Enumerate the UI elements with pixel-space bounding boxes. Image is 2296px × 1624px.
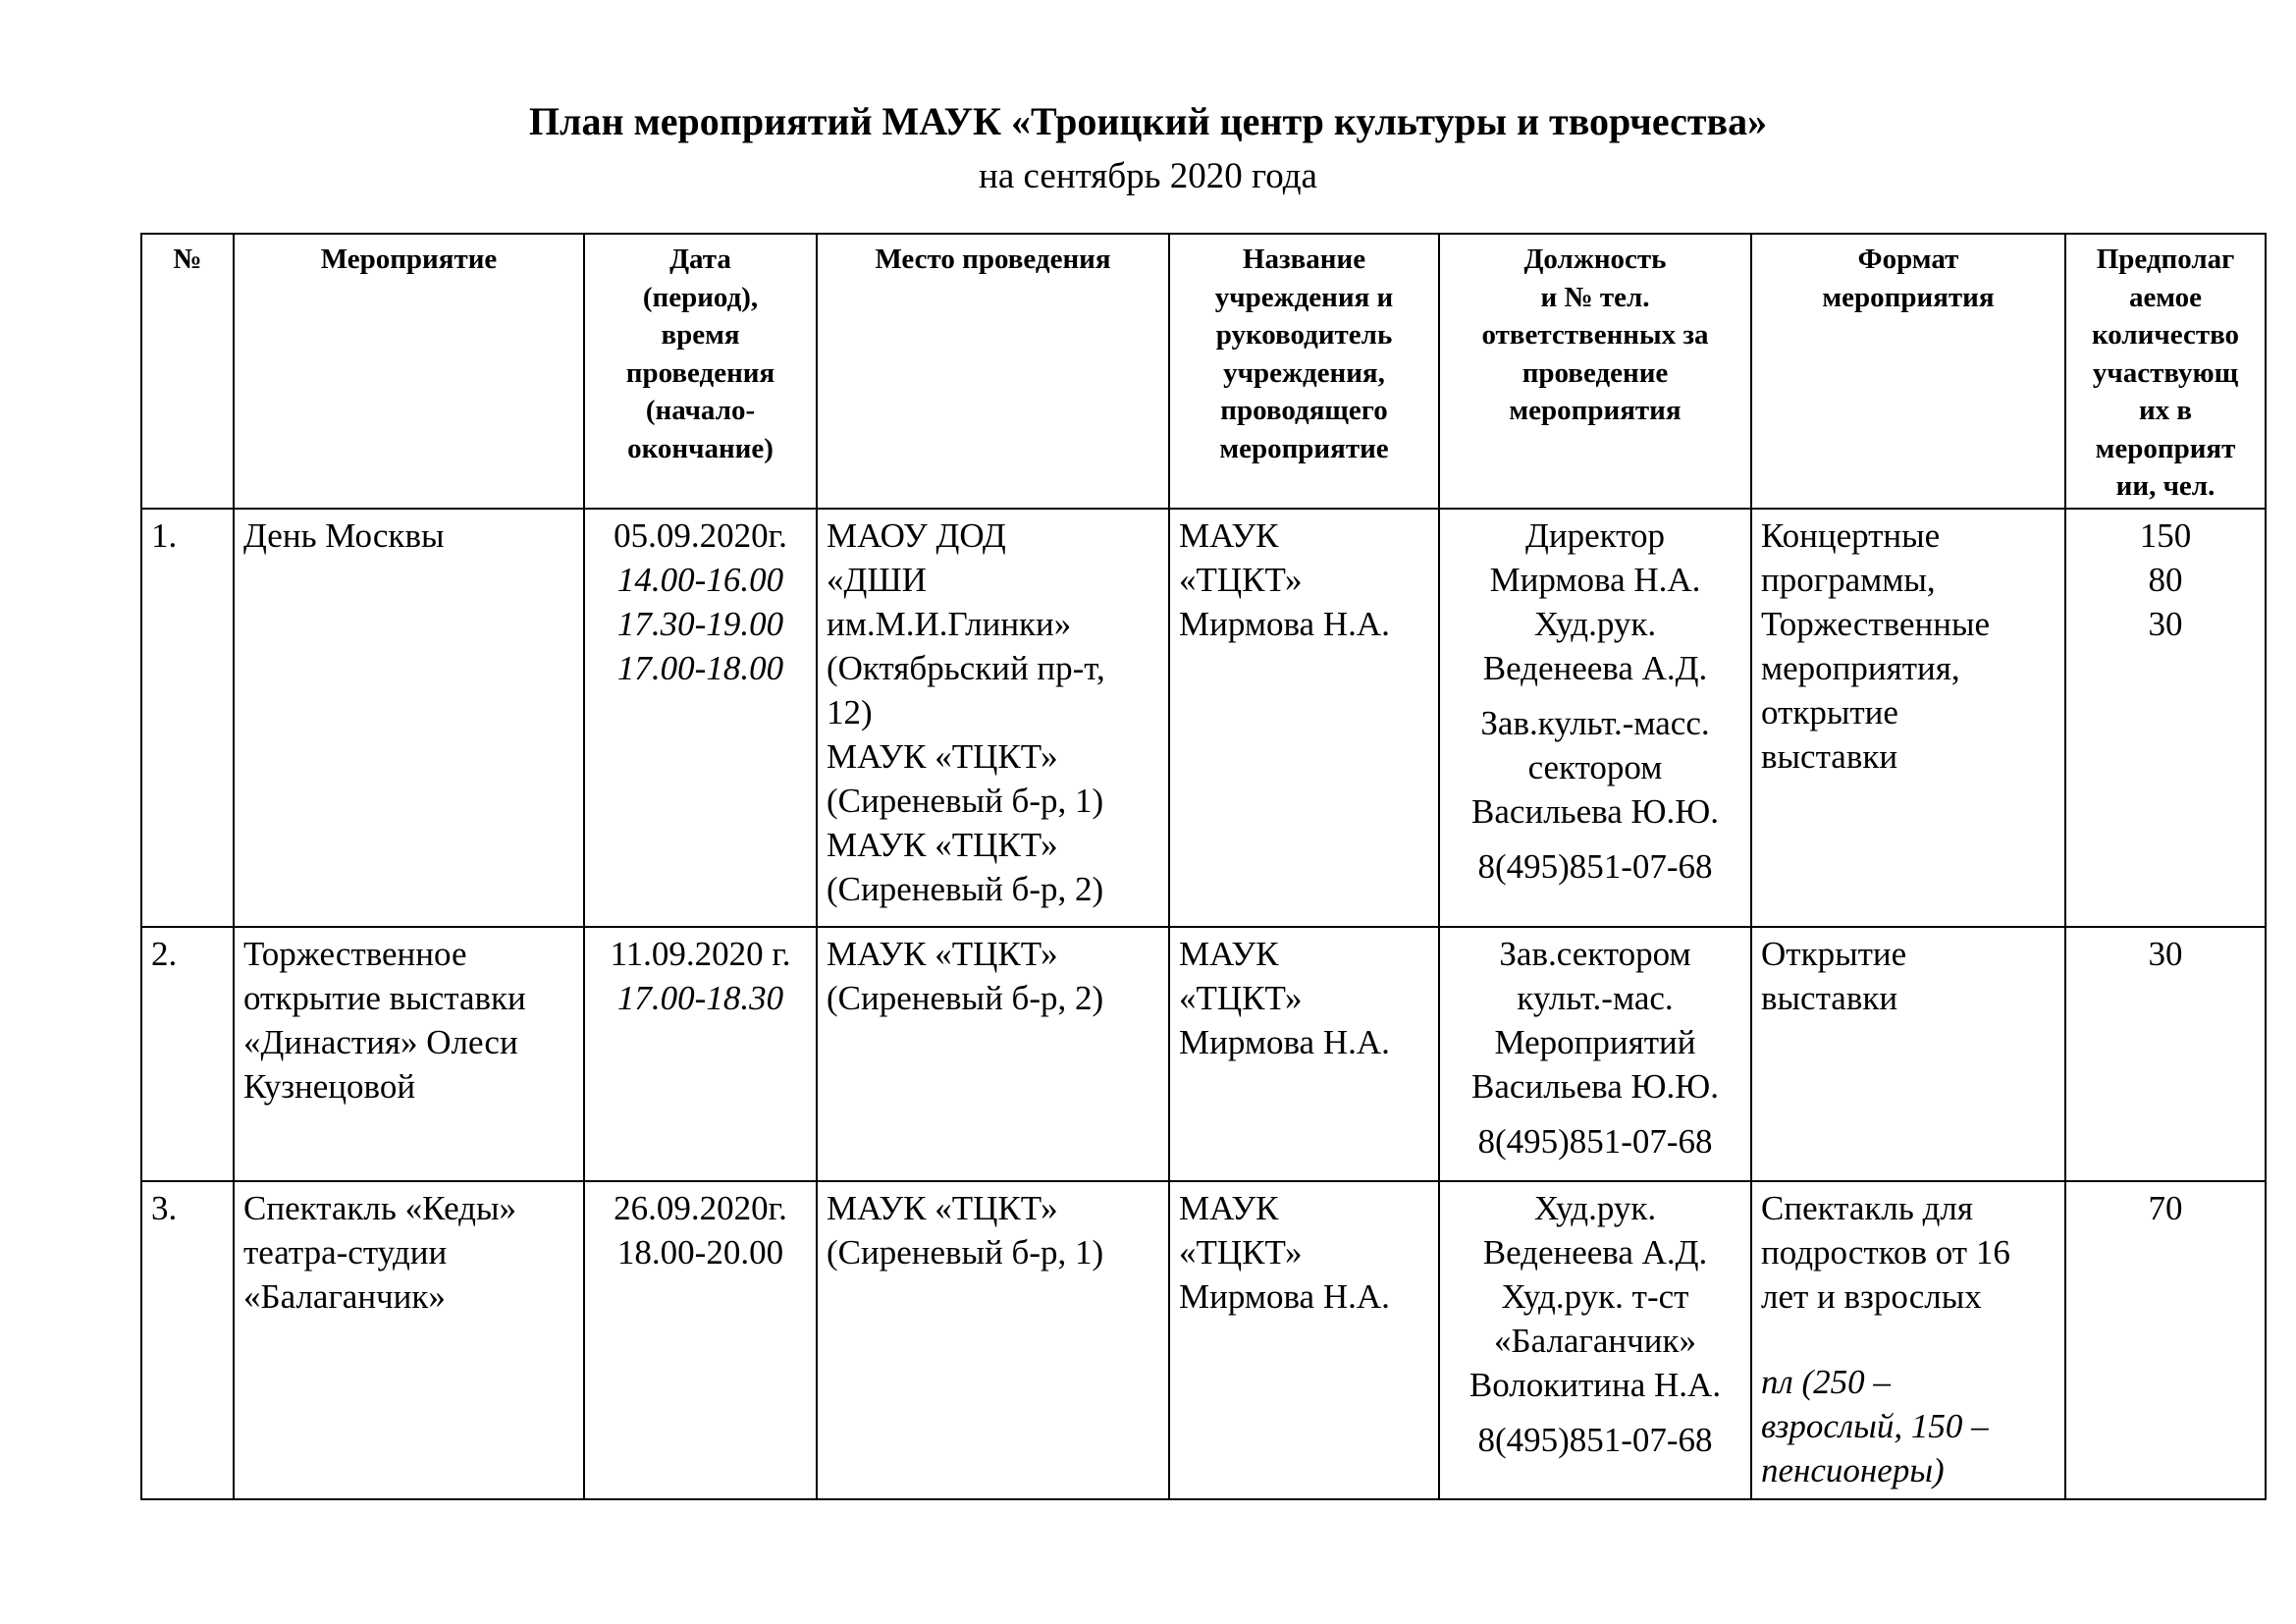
cell-event: День Москвы	[234, 509, 584, 927]
header-row	[141, 234, 2266, 509]
events-table	[140, 233, 2267, 1500]
cell-org: МАУК «ТЦКТ» Мирмова Н.А.	[1169, 1181, 1439, 1499]
cell-date: 05.09.2020г. 14.00-16.00 17.30-19.00 17.00-18.00	[584, 509, 817, 927]
cell-responsible: Худ.рук. Веденеева А.Д. Худ.рук. т-ст «Балаганчик» Волокитина Н.А. 8(495)851-07-68	[1439, 1181, 1751, 1499]
cell-count: 70	[2065, 1181, 2266, 1499]
cell-format: Открытие выставки	[1751, 927, 2065, 1181]
header-org: Название учреждения и руководитель учреждения, проводящего мероприятие	[1169, 234, 1439, 509]
cell-org: МАУК «ТЦКТ» Мирмова Н.А.	[1169, 927, 1439, 1181]
cell-format: Концертные программы, Торжественные мероприятия, открытие выставки	[1751, 509, 2065, 927]
header-event: Мероприятие	[234, 234, 584, 509]
header-count: Предполаг аемое количество участвующ их в мероприят ии, чел.	[2065, 234, 2266, 509]
table-row	[141, 927, 2266, 1181]
header-place: Место проведения	[817, 234, 1169, 509]
cell-num: 1.	[141, 509, 234, 927]
cell-format: Спектакль для подростков от 16 лет и взрослых пл (250 – взрослый, 150 – пенсионеры)	[1751, 1181, 2065, 1499]
cell-responsible: Зав.сектором культ.-мас. Мероприятий Васильева Ю.Ю. 8(495)851-07-68	[1439, 927, 1751, 1181]
header-date: Дата (период), время проведения (начало- окончание)	[584, 234, 817, 509]
header-format: Формат мероприятия	[1751, 234, 2065, 509]
cell-date: 26.09.2020г. 18.00-20.00	[584, 1181, 817, 1499]
cell-place: МАОУ ДОД «ДШИ им.М.И.Глинки» (Октябрьский пр-т, 12) МАУК «ТЦКТ» (Сиреневый б-р, 1) МАУК «ТЦКТ» (Сиреневый б-р, 2)	[817, 509, 1169, 927]
cell-num: 3.	[141, 1181, 234, 1499]
cell-place: МАУК «ТЦКТ» (Сиреневый б-р, 1)	[817, 1181, 1169, 1499]
cell-place: МАУК «ТЦКТ» (Сиреневый б-р, 2)	[817, 927, 1169, 1181]
document-subtitle: на сентябрь 2020 года	[979, 156, 1317, 196]
cell-count: 30	[2065, 927, 2266, 1181]
table-row	[141, 1181, 2266, 1499]
cell-event: Спектакль «Кеды» театра-студии «Балаганчик»	[234, 1181, 584, 1499]
cell-count: 150 80 30	[2065, 509, 2266, 927]
header-num: №	[141, 234, 234, 509]
document-title: План мероприятий МАУК «Троицкий центр культуры и творчества»	[528, 99, 1768, 143]
cell-event: Торжественное открытие выставки «Династия» Олеси Кузнецовой	[234, 927, 584, 1181]
cell-date: 11.09.2020 г. 17.00-18.30	[584, 927, 817, 1181]
table-row	[141, 509, 2266, 927]
header-responsible: Должность и № тел. ответственных за проведение мероприятия	[1439, 234, 1751, 509]
cell-num: 2.	[141, 927, 234, 1181]
cell-org: МАУК «ТЦКТ» Мирмова Н.А.	[1169, 509, 1439, 927]
cell-responsible: Директор Мирмова Н.А. Худ.рук. Веденеева А.Д. Зав.культ.-масс. сектором Васильева Ю.Ю. 8(495)851-07-68	[1439, 509, 1751, 927]
